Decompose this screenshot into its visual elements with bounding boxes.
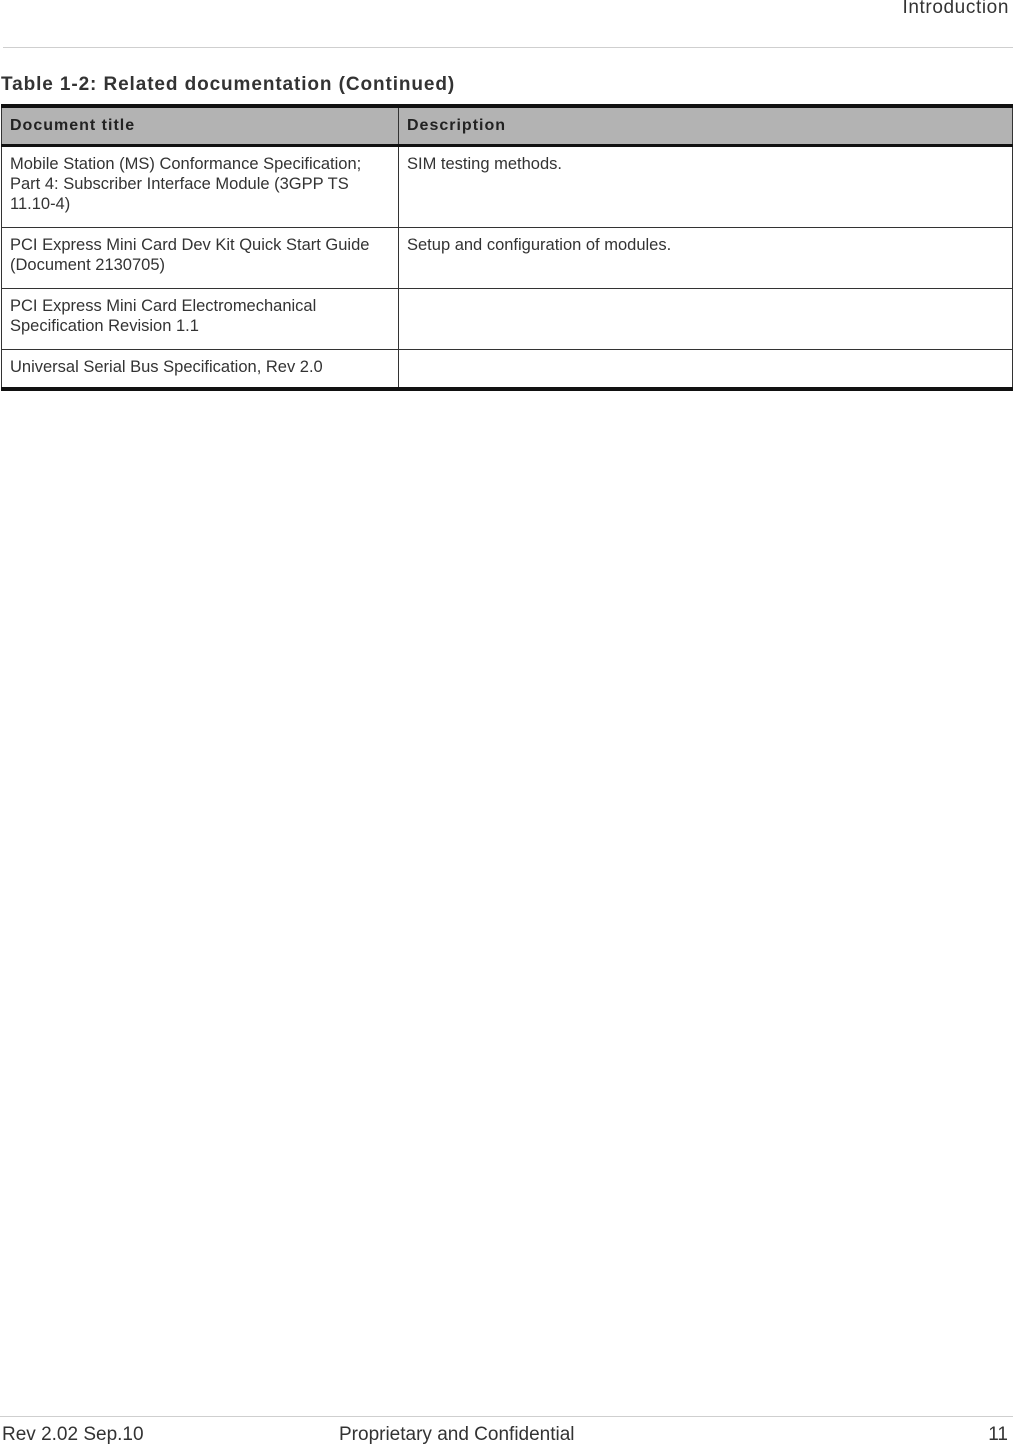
section-title: Introduction — [902, 0, 1009, 18]
header-divider — [3, 47, 1013, 48]
footer-divider — [0, 1416, 1013, 1417]
description-cell — [399, 289, 1013, 350]
description-cell: SIM testing methods. — [399, 146, 1013, 228]
footer-confidentiality: Proprietary and Confidential — [339, 1424, 575, 1445]
related-documentation-table — [1, 104, 1013, 391]
table-row — [2, 289, 1013, 350]
document-title-cell: Mobile Station (MS) Conformance Specification; Part 4: Subscriber Interface Module (3GPP TS 11.10-4) — [2, 146, 399, 228]
table-row — [2, 228, 1013, 289]
document-title-cell: Universal Serial Bus Specification, Rev 2.0 — [2, 350, 399, 390]
document-title-cell: PCI Express Mini Card Electromechanical Specification Revision 1.1 — [2, 289, 399, 350]
page-number: 11 — [988, 1424, 1008, 1445]
description-cell — [399, 350, 1013, 390]
table-row — [2, 146, 1013, 228]
description-cell: Setup and configuration of modules. — [399, 228, 1013, 289]
table-header-row — [2, 106, 1013, 146]
table-caption: Table 1-2: Related documentation (Continued) — [1, 74, 456, 95]
document-title-cell: PCI Express Mini Card Dev Kit Quick Start Guide (Document 2130705) — [2, 228, 399, 289]
footer-revision: Rev 2.02 Sep.10 — [2, 1424, 144, 1445]
column-header-document-title: Document title — [2, 106, 399, 146]
column-header-description: Description — [399, 106, 1013, 146]
table-row — [2, 350, 1013, 390]
